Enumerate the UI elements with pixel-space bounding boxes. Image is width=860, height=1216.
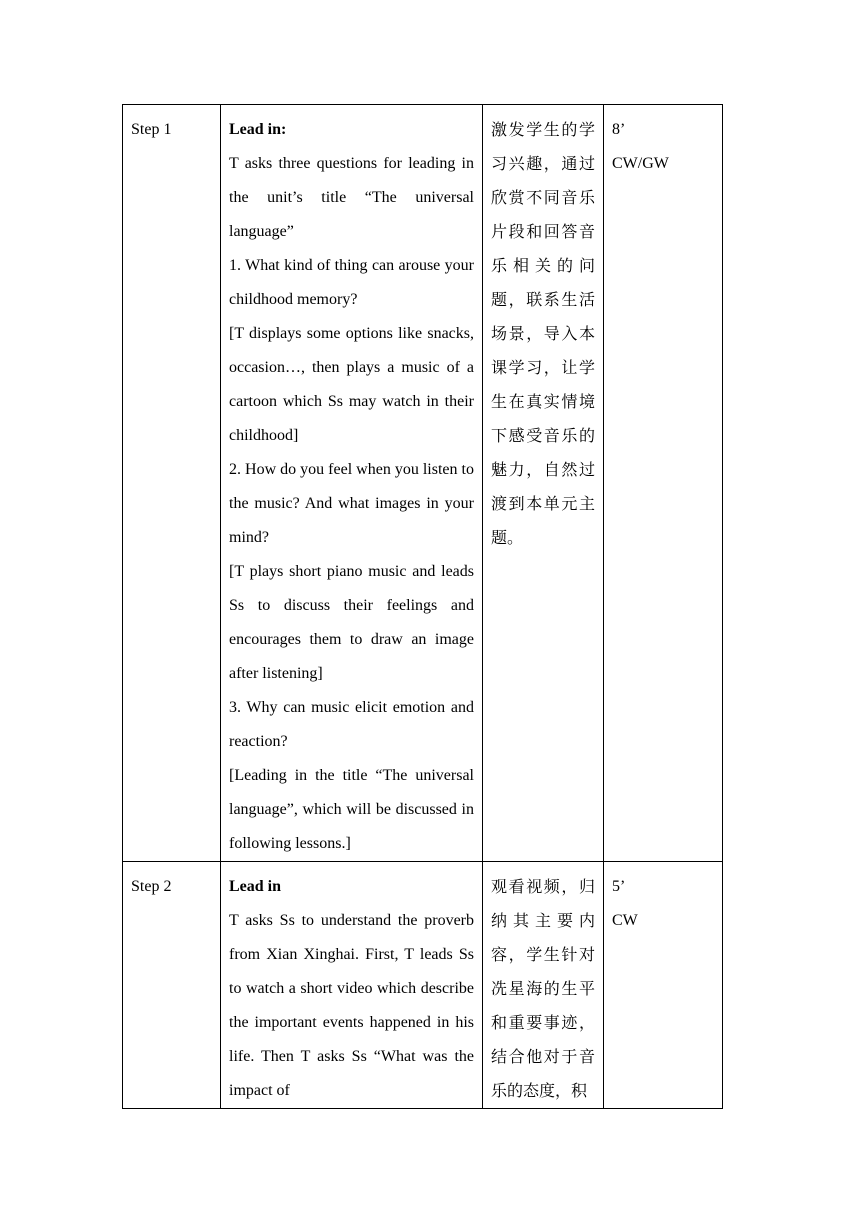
activity-paragraph: [T plays short piano music and leads Ss to discuss their feelings and encourages them to draw an image after listening] (229, 563, 474, 682)
purpose-text: 观看视频，归纳其主要内容，学生针对冼星海的生平和重要事迹，结合他对于音乐的态度，积 (491, 877, 595, 1100)
mode-value: CW (612, 912, 638, 929)
activity-paragraph: [T displays some options like snacks, occasion…, then plays a music of a cartoon which Ss may watch in their childhood] (229, 325, 474, 444)
time-mode-cell (604, 105, 723, 862)
purpose-cell (483, 862, 604, 1109)
time-value: 8’ (612, 121, 626, 138)
activity-paragraph: 2. How do you feel when you listen to the music? And what images in your mind? (229, 461, 474, 546)
lesson-plan-table (122, 104, 723, 1109)
activity-paragraph: T asks Ss to understand the proverb from Xian Xinghai. First, T leads Ss to watch a short video which describe the important events happened in his life. Then T asks Ss “What was the impact of (229, 912, 474, 1099)
activity-cell (221, 862, 483, 1109)
purpose-text: 激发学生的学习兴趣，通过欣赏不同音乐片段和回答音乐相关的问题，联系生活场景，导入本课学习，让学生在真实情境下感受音乐的魅力，自然过渡到本单元主题。 (491, 120, 595, 547)
activity-paragraph: 3. Why can music elicit emotion and reaction? (229, 699, 474, 750)
activity-paragraph: T asks three questions for leading in the unit’s title “The universal language” (229, 155, 474, 240)
activity-paragraph: [Leading in the title “The universal language”, which will be discussed in following lessons.] (229, 767, 474, 852)
activity-cell (221, 105, 483, 862)
table-row (123, 105, 723, 862)
step-cell (123, 862, 221, 1109)
mode-value: CW/GW (612, 155, 669, 172)
activity-heading: Lead in (229, 878, 282, 895)
table-row (123, 862, 723, 1109)
time-mode-cell (604, 862, 723, 1109)
step-label: Step 2 (131, 878, 172, 895)
time-value: 5’ (612, 878, 626, 895)
activity-paragraph: 1. What kind of thing can arouse your childhood memory? (229, 257, 474, 308)
purpose-cell (483, 105, 604, 862)
step-label: Step 1 (131, 121, 172, 138)
activity-heading: Lead in: (229, 121, 287, 138)
step-cell (123, 105, 221, 862)
